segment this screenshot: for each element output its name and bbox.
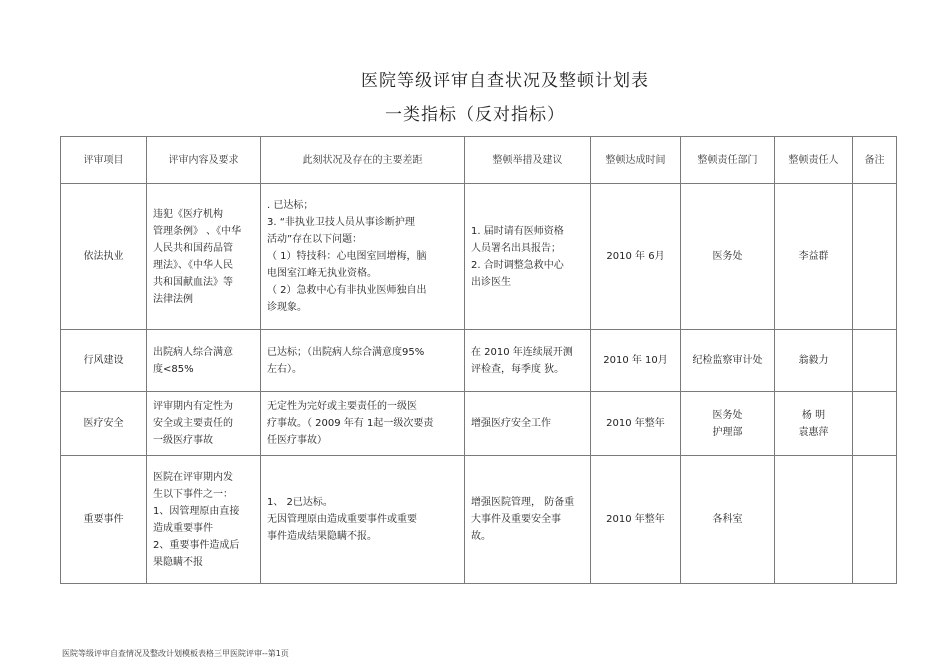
cell-status xyxy=(261,184,465,330)
cell-time: 2010 年 10月 xyxy=(591,330,681,392)
cell-status-line: . 已达标； xyxy=(267,200,314,211)
cell-item: 依法执业 xyxy=(61,184,147,330)
cell-measures-line: 出诊医生 xyxy=(471,276,511,288)
header-cell-requirement: 评审内容及要求 xyxy=(147,137,261,184)
cell-requirement-line: 理法》、《中华人民 xyxy=(153,259,233,271)
cell-requirement xyxy=(147,330,261,392)
cell-requirement-line: 医院在评审期内发 xyxy=(153,471,233,483)
cell-requirement-line: 管理条例》 、《中华 xyxy=(153,225,242,237)
cell-status-line: 无定性为完好或主要责任的一级医 xyxy=(267,401,417,412)
cell-status-line: 已达标；（出院病人综合满意度95% xyxy=(267,346,425,358)
cell-dept-line: 各科室 xyxy=(712,514,743,525)
cell-person-line: 翁毅力 xyxy=(798,355,829,366)
page-title: 医院等级评审自查状况及整顿计划表 xyxy=(361,71,649,91)
cell-status-line: 1、 2已达标。 xyxy=(267,497,333,508)
cell-remark xyxy=(853,330,897,392)
cell-requirement-line: 安全或主要责任的 xyxy=(153,418,233,429)
header-cell-measures: 整顿举措及建议 xyxy=(465,137,591,184)
cell-status-line: 任医疗事故） xyxy=(267,435,327,446)
header-cell-dept: 整顿责任部门 xyxy=(681,137,775,184)
cell-item: 医疗安全 xyxy=(61,392,147,456)
table-row xyxy=(61,456,897,584)
cell-measures-line: 2. 合时调整急救中心 xyxy=(471,259,564,271)
cell-dept xyxy=(681,330,775,392)
cell-measures-line: 人员署名出具报告； xyxy=(471,242,561,254)
cell-status-line: 疗事故。（ 2009 年有 1起一级次要责 xyxy=(267,418,434,429)
cell-requirement-line: 1、因管理原由直接 xyxy=(153,505,240,517)
table-header-row xyxy=(61,137,897,184)
cell-requirement xyxy=(147,392,261,456)
cell-item: 重要事件 xyxy=(61,456,147,584)
cell-person-line: 李益群 xyxy=(798,251,829,262)
cell-requirement-line: 生以下事件之一： xyxy=(153,488,233,500)
cell-remark xyxy=(853,392,897,456)
page-subtitle: 一类指标（反对指标） xyxy=(385,105,565,125)
table-row xyxy=(61,330,897,392)
table-row xyxy=(61,392,897,456)
cell-status xyxy=(261,456,465,584)
cell-requirement-line: 评审期内有定性为 xyxy=(153,401,233,412)
cell-requirement-line: 出院病人综合满意 xyxy=(153,346,233,358)
cell-status xyxy=(261,392,465,456)
cell-measures-line: 评检查，每季度 狄。 xyxy=(471,363,565,375)
cell-dept-line: 护理部 xyxy=(712,426,743,438)
cell-requirement-line: 人民共和国药品管 xyxy=(153,242,233,254)
cell-requirement-line: 度<85% xyxy=(153,363,194,375)
cell-status-line: 3. “非执业卫技人员从事诊断护理 xyxy=(267,217,415,228)
cell-remark xyxy=(853,456,897,584)
cell-requirement-line: 造成重要事件 xyxy=(153,522,213,534)
cell-status-line: 电图室江峰无执业资格。 xyxy=(267,268,377,279)
cell-time: 2010 年整年 xyxy=(591,392,681,456)
cell-requirement-line: 2、重要事件造成后 xyxy=(153,539,240,551)
cell-person xyxy=(775,330,853,392)
page-footer: 医院等级评审自查情况及整改计划模板表格三甲医院评审--第1页 xyxy=(62,649,289,658)
cell-time: 2010 年 6月 xyxy=(591,184,681,330)
cell-requirement-line: 违犯《医疗机构 xyxy=(153,208,223,220)
cell-status-line: 无因管理原由造成重要事件或重要 xyxy=(267,514,417,525)
header-cell-item: 评审项目 xyxy=(61,137,147,184)
table-row xyxy=(61,184,897,330)
cell-requirement-line: 法律法例 xyxy=(153,293,193,305)
cell-status-line: （ 1）特技科：心电图室回增梅，脑 xyxy=(267,251,427,262)
cell-measures-line: 增强医疗安全工作 xyxy=(471,418,551,429)
cell-measures-line: 在 2010 年连续展开测 xyxy=(471,346,573,358)
cell-measures xyxy=(465,456,591,584)
cell-requirement-line: 果隐瞒不报 xyxy=(153,556,203,568)
cell-person xyxy=(775,184,853,330)
cell-dept xyxy=(681,184,775,330)
cell-requirement-line: 共和国献血法》等 xyxy=(153,276,233,288)
cell-status-line: 事件造成结果隐瞒不报。 xyxy=(267,531,377,542)
cell-requirement xyxy=(147,184,261,330)
cell-status xyxy=(261,330,465,392)
cell-requirement-line: 一级医疗事故 xyxy=(153,435,213,446)
header-cell-time: 整顿达成时间 xyxy=(591,137,681,184)
cell-item: 行风建设 xyxy=(61,330,147,392)
cell-status-line: 活动”存在以下问题： xyxy=(267,234,363,245)
cell-person-line: 杨 明 xyxy=(801,409,826,421)
cell-measures-line: 故。 xyxy=(471,531,491,542)
cell-person-line: 袁惠萍 xyxy=(798,426,829,438)
cell-dept xyxy=(681,456,775,584)
cell-dept xyxy=(681,392,775,456)
cell-requirement xyxy=(147,456,261,584)
cell-measures xyxy=(465,392,591,456)
cell-measures xyxy=(465,184,591,330)
cell-status-line: 左右）。 xyxy=(267,363,302,375)
cell-remark xyxy=(853,184,897,330)
self-check-table xyxy=(60,136,897,584)
cell-measures-line: 1. 届时请有医师资格 xyxy=(471,225,564,237)
header-cell-remark: 备注 xyxy=(853,137,897,184)
cell-dept-line: 医务处 xyxy=(712,251,743,262)
cell-dept-line: 医务处 xyxy=(712,409,743,421)
cell-person xyxy=(775,456,853,584)
cell-measures-line: 大事件及重要安全事 xyxy=(471,514,561,525)
cell-dept-line: 纪检监察审计处 xyxy=(692,355,763,366)
cell-person xyxy=(775,392,853,456)
header-cell-person: 整顿责任人 xyxy=(775,137,853,184)
cell-time: 2010 年整年 xyxy=(591,456,681,584)
cell-measures xyxy=(465,330,591,392)
header-cell-status: 此刻状况及存在的主要差距 xyxy=(261,137,465,184)
cell-measures-line: 增强医院管理， 防备重 xyxy=(471,497,575,508)
cell-status-line: （ 2）急救中心有非执业医师独自出 xyxy=(267,285,427,296)
cell-status-line: 诊现象。 xyxy=(267,302,307,313)
